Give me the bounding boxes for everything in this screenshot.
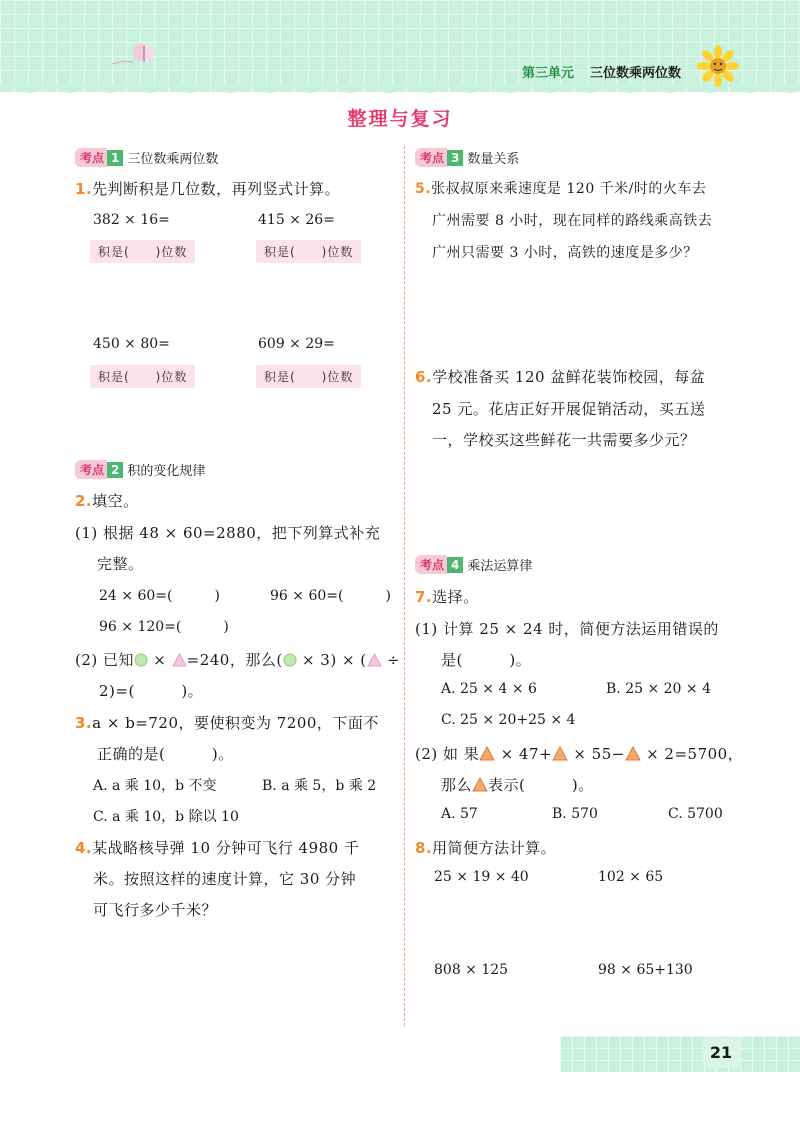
question-text-line: 一，学校买这些鲜花一共需要多少元？ [432,431,696,449]
fill-expression[interactable]: 96 × 120=( ) [99,619,229,635]
orange-triangle-icon [479,746,495,761]
key-point-number: 1 [107,150,123,166]
expression: 609 × 29= [258,336,335,352]
text-segment: (2) 如 果 [415,745,480,763]
sunflower-icon [696,44,740,88]
green-circle-icon [134,653,148,667]
green-circle-icon [283,653,297,667]
question-text-line: 2)=( )。 [99,682,204,700]
page-number: 21 [703,1038,739,1068]
key-point-title: 积的变化规律 [127,464,206,479]
column-divider [404,146,405,1026]
answer-blank[interactable]: 积是( )位数 [90,240,195,263]
orange-triangle-icon [625,746,641,761]
question-number: 1. [75,180,93,198]
question-text: 填空。 [92,492,139,510]
page-title: 整理与复习 [347,108,453,130]
option-c[interactable]: C. 5700 [668,806,723,822]
expression: 382 × 16= [93,212,170,228]
question-number: 7. [415,588,433,606]
question-number: 8. [415,839,433,857]
question-6 [415,366,705,387]
unit-title: 三位数乘两位数 [590,66,682,81]
option-b[interactable]: B. 570 [552,806,598,822]
question-text-line: (1) 计算 25 × 24 时，简便方法运用错误的 [415,620,719,638]
option-b[interactable]: B. 25 × 20 × 4 [606,681,711,697]
question-number: 3. [75,714,93,732]
expression: 415 × 26= [258,212,335,228]
key-point-title: 三位数乘两位数 [127,152,219,167]
text-segment: × [148,651,172,669]
question-4 [75,837,359,858]
question-text-line: 完整。 [97,555,144,573]
question-number: 4. [75,839,93,857]
question-number: 5. [415,181,432,197]
key-point-tag: 考点 [75,148,107,167]
key-point-2-heading [75,460,205,479]
text-segment: =240，那么( [186,651,283,669]
option-c[interactable]: C. 25 × 20+25 × 4 [441,712,576,728]
question-text-line [75,649,400,670]
key-point-3-heading [415,148,519,167]
question-text-line: 25 元。花店正好开展促销活动，买五送 [432,400,706,418]
key-point-tag: 考点 [415,555,447,574]
question-text-line: 正确的是( )。 [97,745,234,763]
key-point-number: 3 [447,150,463,166]
expression: 98 × 65+130 [598,962,693,978]
footer-decoration [560,1036,800,1072]
answer-blank[interactable]: 积是( )位数 [256,365,361,388]
unit-label: 第三单元 [522,66,575,81]
key-point-4-heading [415,555,532,574]
question-text-line [415,743,743,764]
text-segment: 表示( )。 [488,776,594,794]
question-text-line: 可飞行多少千米？ [93,901,218,919]
expression: 25 × 19 × 40 [434,869,529,885]
question-text: a × b=720，要使积变为 7200，下面不 [92,714,379,732]
question-text-line: 广州需要 8 小时，现在同样的路线乘高铁去 [432,213,713,229]
pink-triangle-icon [367,653,382,667]
fill-expression[interactable]: 96 × 60=( ) [270,588,391,604]
text-segment: × 55− [568,745,625,763]
option-a[interactable]: A. 25 × 4 × 6 [441,681,537,697]
butterfly-icon [112,40,162,70]
text-segment: × 3) × ( [296,651,367,669]
key-point-number: 2 [107,462,123,478]
question-text: 先判断积是几位数，再列竖式计算。 [92,180,341,198]
text-segment: 那么 [441,776,473,794]
question-text-line: 米。按照这样的速度计算，它 30 分钟 [93,870,357,888]
expression: 808 × 125 [434,962,509,978]
text-segment: (2) 已知 [75,651,135,669]
key-point-tag: 考点 [75,460,107,479]
key-point-1-heading [75,148,218,167]
question-text: 某战略核导弹 10 分钟可飞行 4980 千 [92,839,360,857]
expression: 102 × 65 [598,869,664,885]
pink-triangle-icon [172,653,187,667]
question-7 [415,586,479,607]
question-1 [75,178,340,199]
fill-expression[interactable]: 24 × 60=( ) [99,588,220,604]
key-point-title: 乘法运算律 [467,559,533,574]
key-point-number: 4 [447,557,463,573]
answer-blank[interactable]: 积是( )位数 [256,240,361,263]
expression: 450 × 80= [93,336,170,352]
question-3 [75,712,379,733]
question-text: 用简便方法计算。 [432,839,557,857]
text-segment: × 47+ [495,745,553,763]
question-text-line: 广州只需要 3 小时，高铁的速度是多少？ [432,245,698,261]
option-c[interactable]: C. a 乘 10，b 除以 10 [93,809,239,825]
question-5 [415,178,706,198]
option-a[interactable]: A. 57 [441,806,478,822]
header-wave-edge [0,84,800,98]
question-8 [415,837,556,858]
question-number: 2. [75,492,93,510]
option-b[interactable]: B. a 乘 5，b 乘 2 [262,778,377,794]
question-text: 学校准备买 120 盆鲜花装饰校园，每盆 [432,368,706,386]
question-text-line [441,774,594,795]
text-segment: × 2=5700， [640,745,744,763]
orange-triangle-icon [472,777,488,792]
question-text-line: 是( )。 [441,651,532,669]
option-a[interactable]: A. a 乘 10，b 不变 [93,778,217,794]
question-text: 张叔叔原来乘速度是 120 千米/时的火车去 [431,181,707,197]
key-point-tag: 考点 [415,148,447,167]
question-2 [75,490,139,511]
question-number: 6. [415,368,433,386]
question-text-line: (1) 根据 48 × 60=2880，把下列算式补充 [75,524,381,542]
answer-blank[interactable]: 积是( )位数 [90,365,195,388]
text-segment: ÷ [381,651,401,669]
question-text: 选择。 [432,588,479,606]
key-point-title: 数量关系 [467,152,520,167]
orange-triangle-icon [552,746,568,761]
